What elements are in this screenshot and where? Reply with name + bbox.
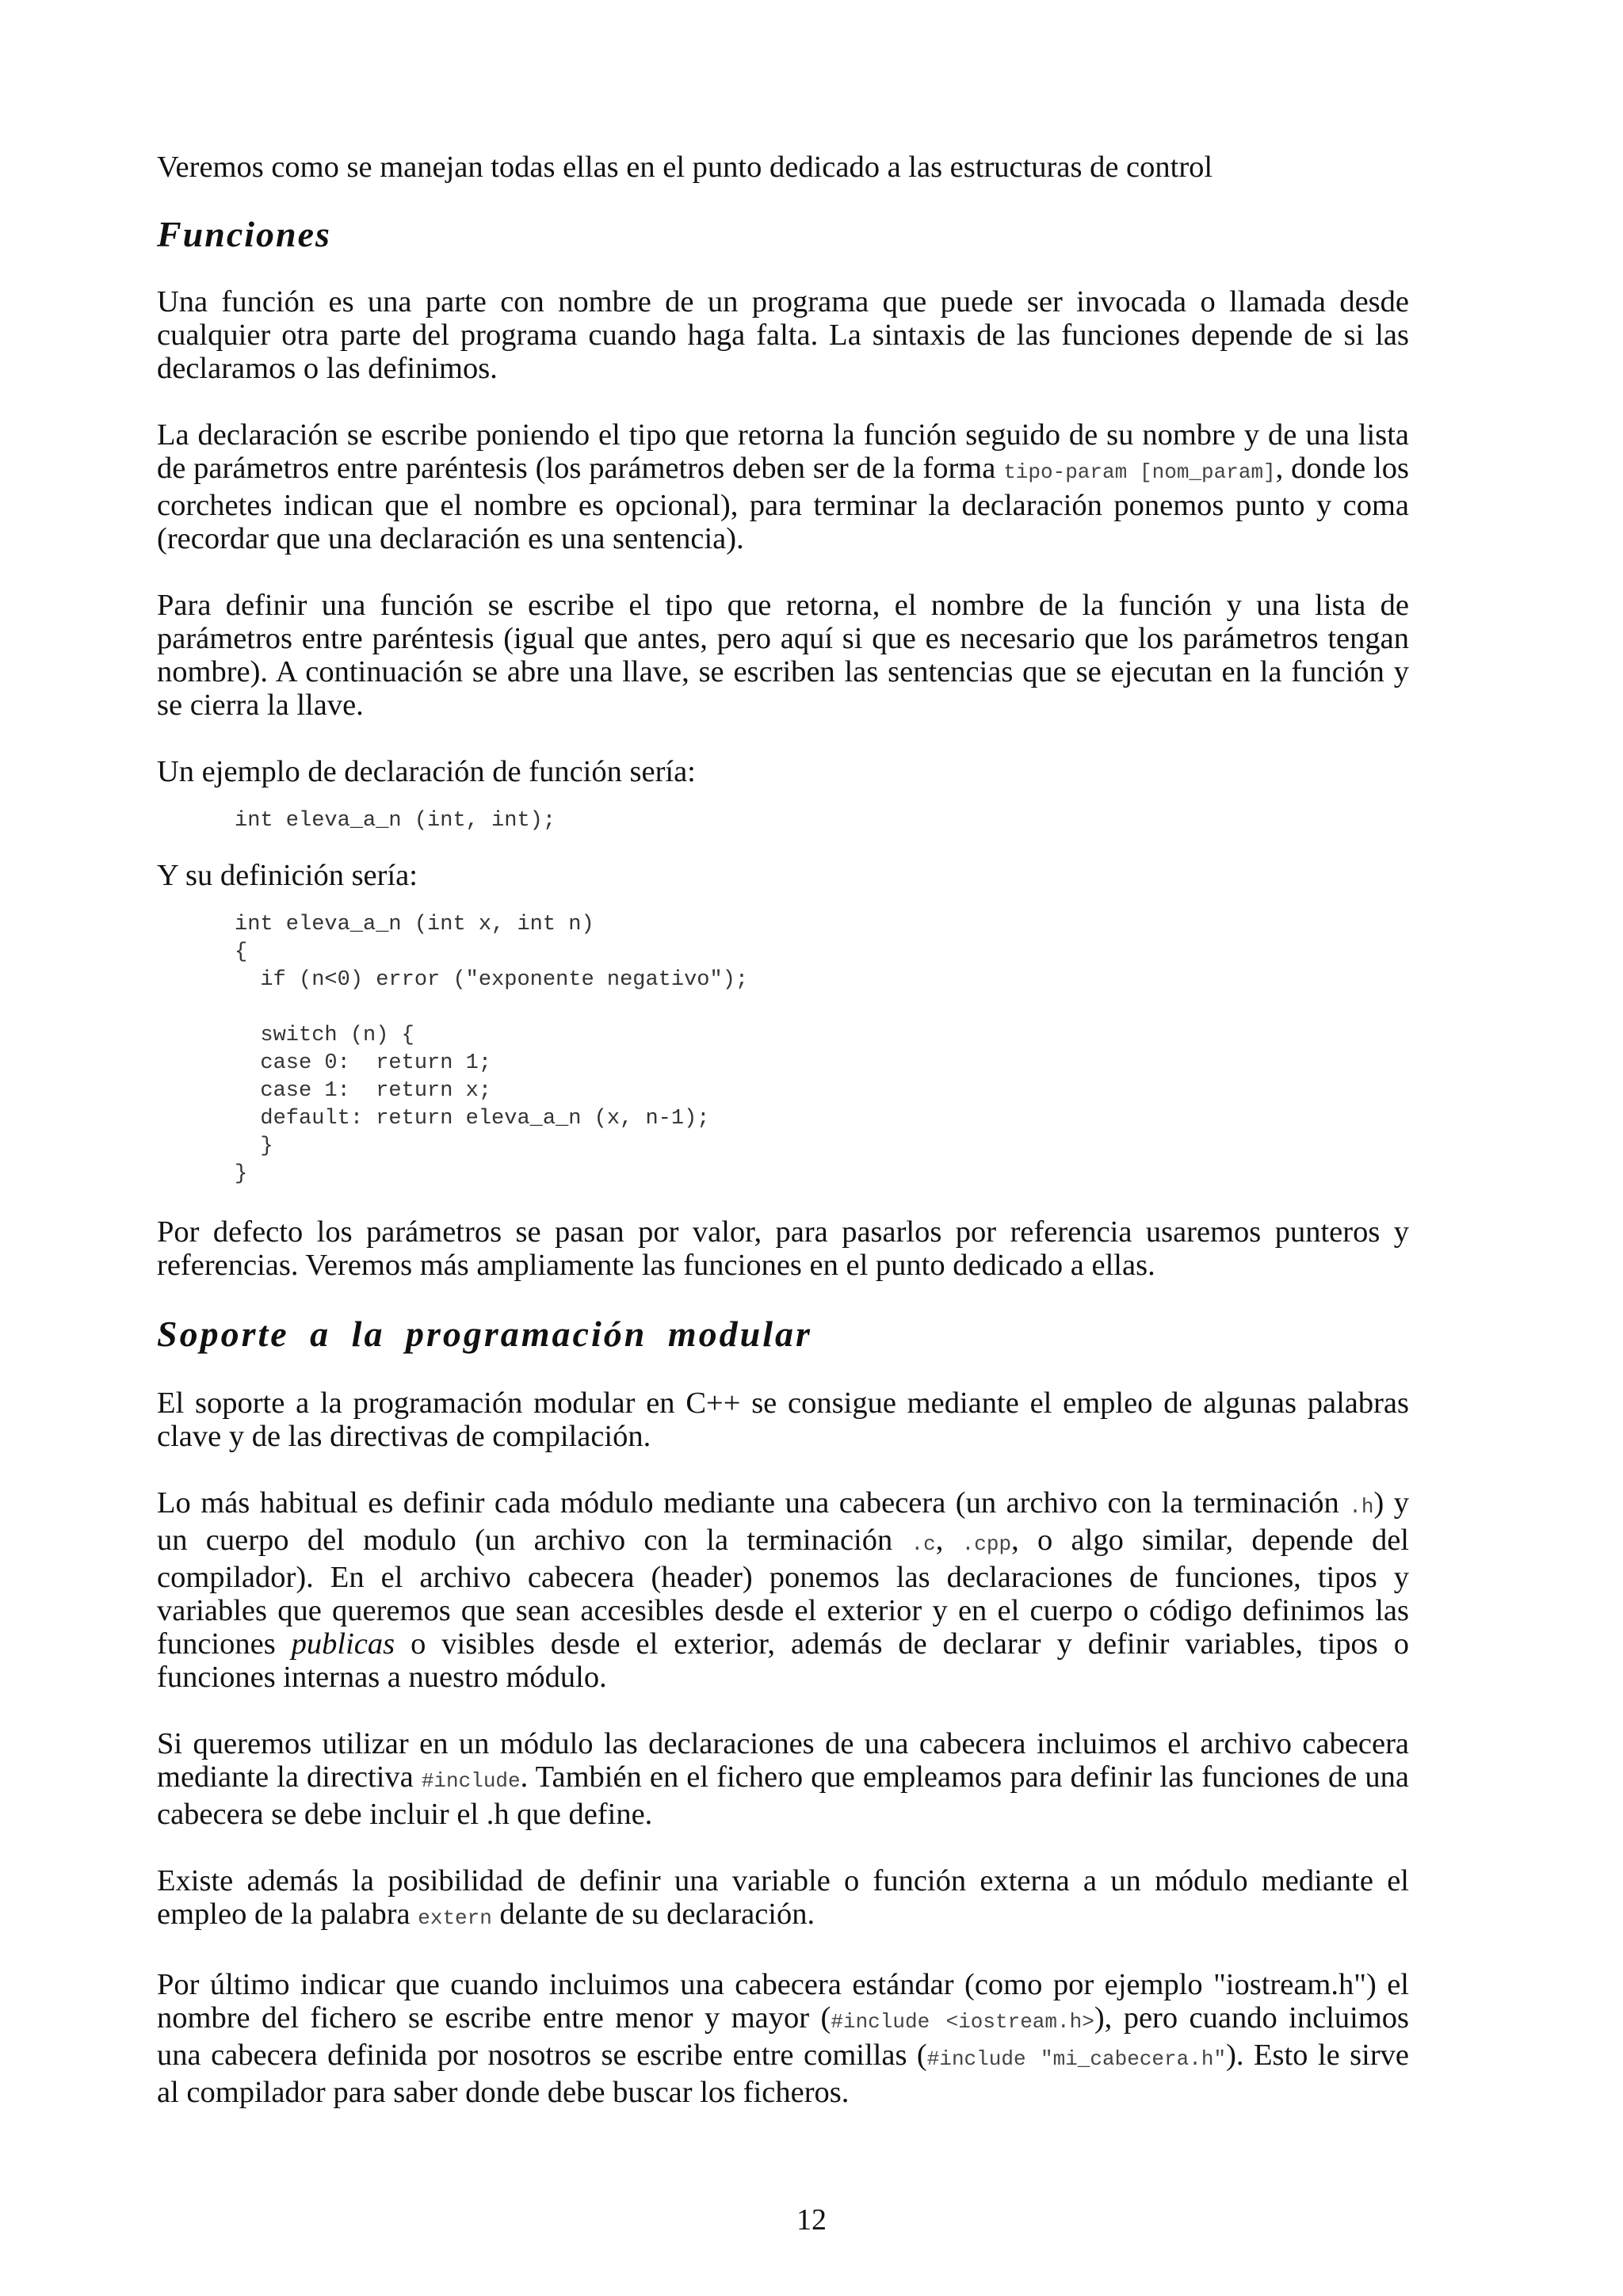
- modular-paragraph-1: El soporte a la programación modular en C++ se consigue mediante el empleo de algunas palabras clave y de las directivas de compilación.: [157, 1386, 1409, 1453]
- inline-code: .cpp: [961, 1532, 1012, 1556]
- inline-code: #include <iostream.h>: [831, 2010, 1094, 2034]
- modular-paragraph-3: Si queremos utilizar en un módulo las declaraciones de una cabecera incluimos el archivo cabecera mediante la directiva #include. También en el fichero que empleamos para definir las funciones de una cabecera se debe incluir el .h que define.: [157, 1727, 1409, 1831]
- modular-paragraph-4: Existe además la posibilidad de definir una variable o función externa a un módulo mediante el empleo de la palabra extern delante de su declaración.: [157, 1864, 1409, 1931]
- document-page: [157, 151, 1409, 2109]
- funciones-paragraph-3: Para definir una función se escribe el tipo que retorna, el nombre de la función y una lista de parámetros entre paréntesis (igual que antes, pero aquí si que es necesario que los parámetros tengan nombre). A continuación se abre una llave, se escriben las sentencias que se ejecutan en la función y se cierra la llave.: [157, 589, 1409, 722]
- heading-modular: Soporte a la programación modular: [157, 1314, 812, 1354]
- funciones-paragraph-1: Una función es una parte con nombre de un programa que puede ser invocada o llamada desde cualquier otra parte del programa cuando haga falta. La sintaxis de las funciones depende de si las declaramos o las definimos.: [157, 285, 1409, 385]
- heading-funciones: Funciones: [157, 214, 331, 254]
- code-definition: int eleva_a_n (int x, int n) { if (n<0) error ("exponente negativo"); switch (n) { case 0: return 1; case 1: return x; default: return eleva_a_n (x, n-1); } }: [235, 913, 749, 1186]
- inline-code: extern: [418, 1906, 492, 1930]
- funciones-paragraph-4: Un ejemplo de declaración de función sería:: [157, 755, 696, 788]
- inline-code: #include: [421, 1769, 521, 1793]
- inline-code: #include "mi_cabecera.h": [926, 2047, 1227, 2071]
- modular-paragraph-2: Lo más habitual es definir cada módulo mediante una cabecera (un archivo con la terminación .h) y un cuerpo del modulo (un archivo con la terminación .c, .cpp, o algo similar, depende del compilador). En el archivo cabecera (header) ponemos las declaraciones de funciones, tipos y variables que queremos que sean accesibles desde el exterior y en el cuerpo o código definimos las funciones publicas o visibles desde el exterior, además de declarar y definir variables, tipos o funciones internas a nuestro módulo.: [157, 1486, 1410, 1694]
- funciones-paragraph-2: La declaración se escribe poniendo el tipo que retorna la función seguido de su nombre y de una lista de parámetros entre paréntesis (los parámetros deben ser de la forma tipo-param [nom_param], donde los corchetes indican que el nombre es opcional), para terminar la declaración ponemos punto y coma (recordar que una declaración es una sentencia).: [157, 418, 1409, 555]
- page-number: 12: [796, 2203, 827, 2237]
- funciones-paragraph-6: Por defecto los parámetros se pasan por valor, para pasarlos por referencia usaremos punteros y referencias. Veremos más ampliamente las funciones en el punto dedicado a ellas.: [157, 1215, 1409, 1282]
- code-declaration: int eleva_a_n (int, int);: [235, 809, 556, 833]
- funciones-paragraph-5: Y su definición sería:: [157, 859, 418, 892]
- emphasis-publicas: publicas: [291, 1627, 395, 1661]
- modular-paragraph-5: Por último indicar que cuando incluimos una cabecera estándar (como por ejemplo "iostream.h") el nombre del fichero se escribe entre menor y mayor (#include <iostream.h>), pero cuando incluimos una cabecera definida por nosotros se escribe entre comillas (#include "mi_cabecera.h"). Esto le sirve al compilador para saber donde debe buscar los ficheros.: [157, 1968, 1410, 2109]
- inline-code: tipo-param [nom_param]: [1003, 460, 1276, 484]
- inline-code: .c: [911, 1532, 936, 1556]
- intro-line: Veremos como se manejan todas ellas en el punto dedicado a las estructuras de control: [157, 151, 1213, 184]
- inline-code: .h: [1349, 1495, 1374, 1519]
